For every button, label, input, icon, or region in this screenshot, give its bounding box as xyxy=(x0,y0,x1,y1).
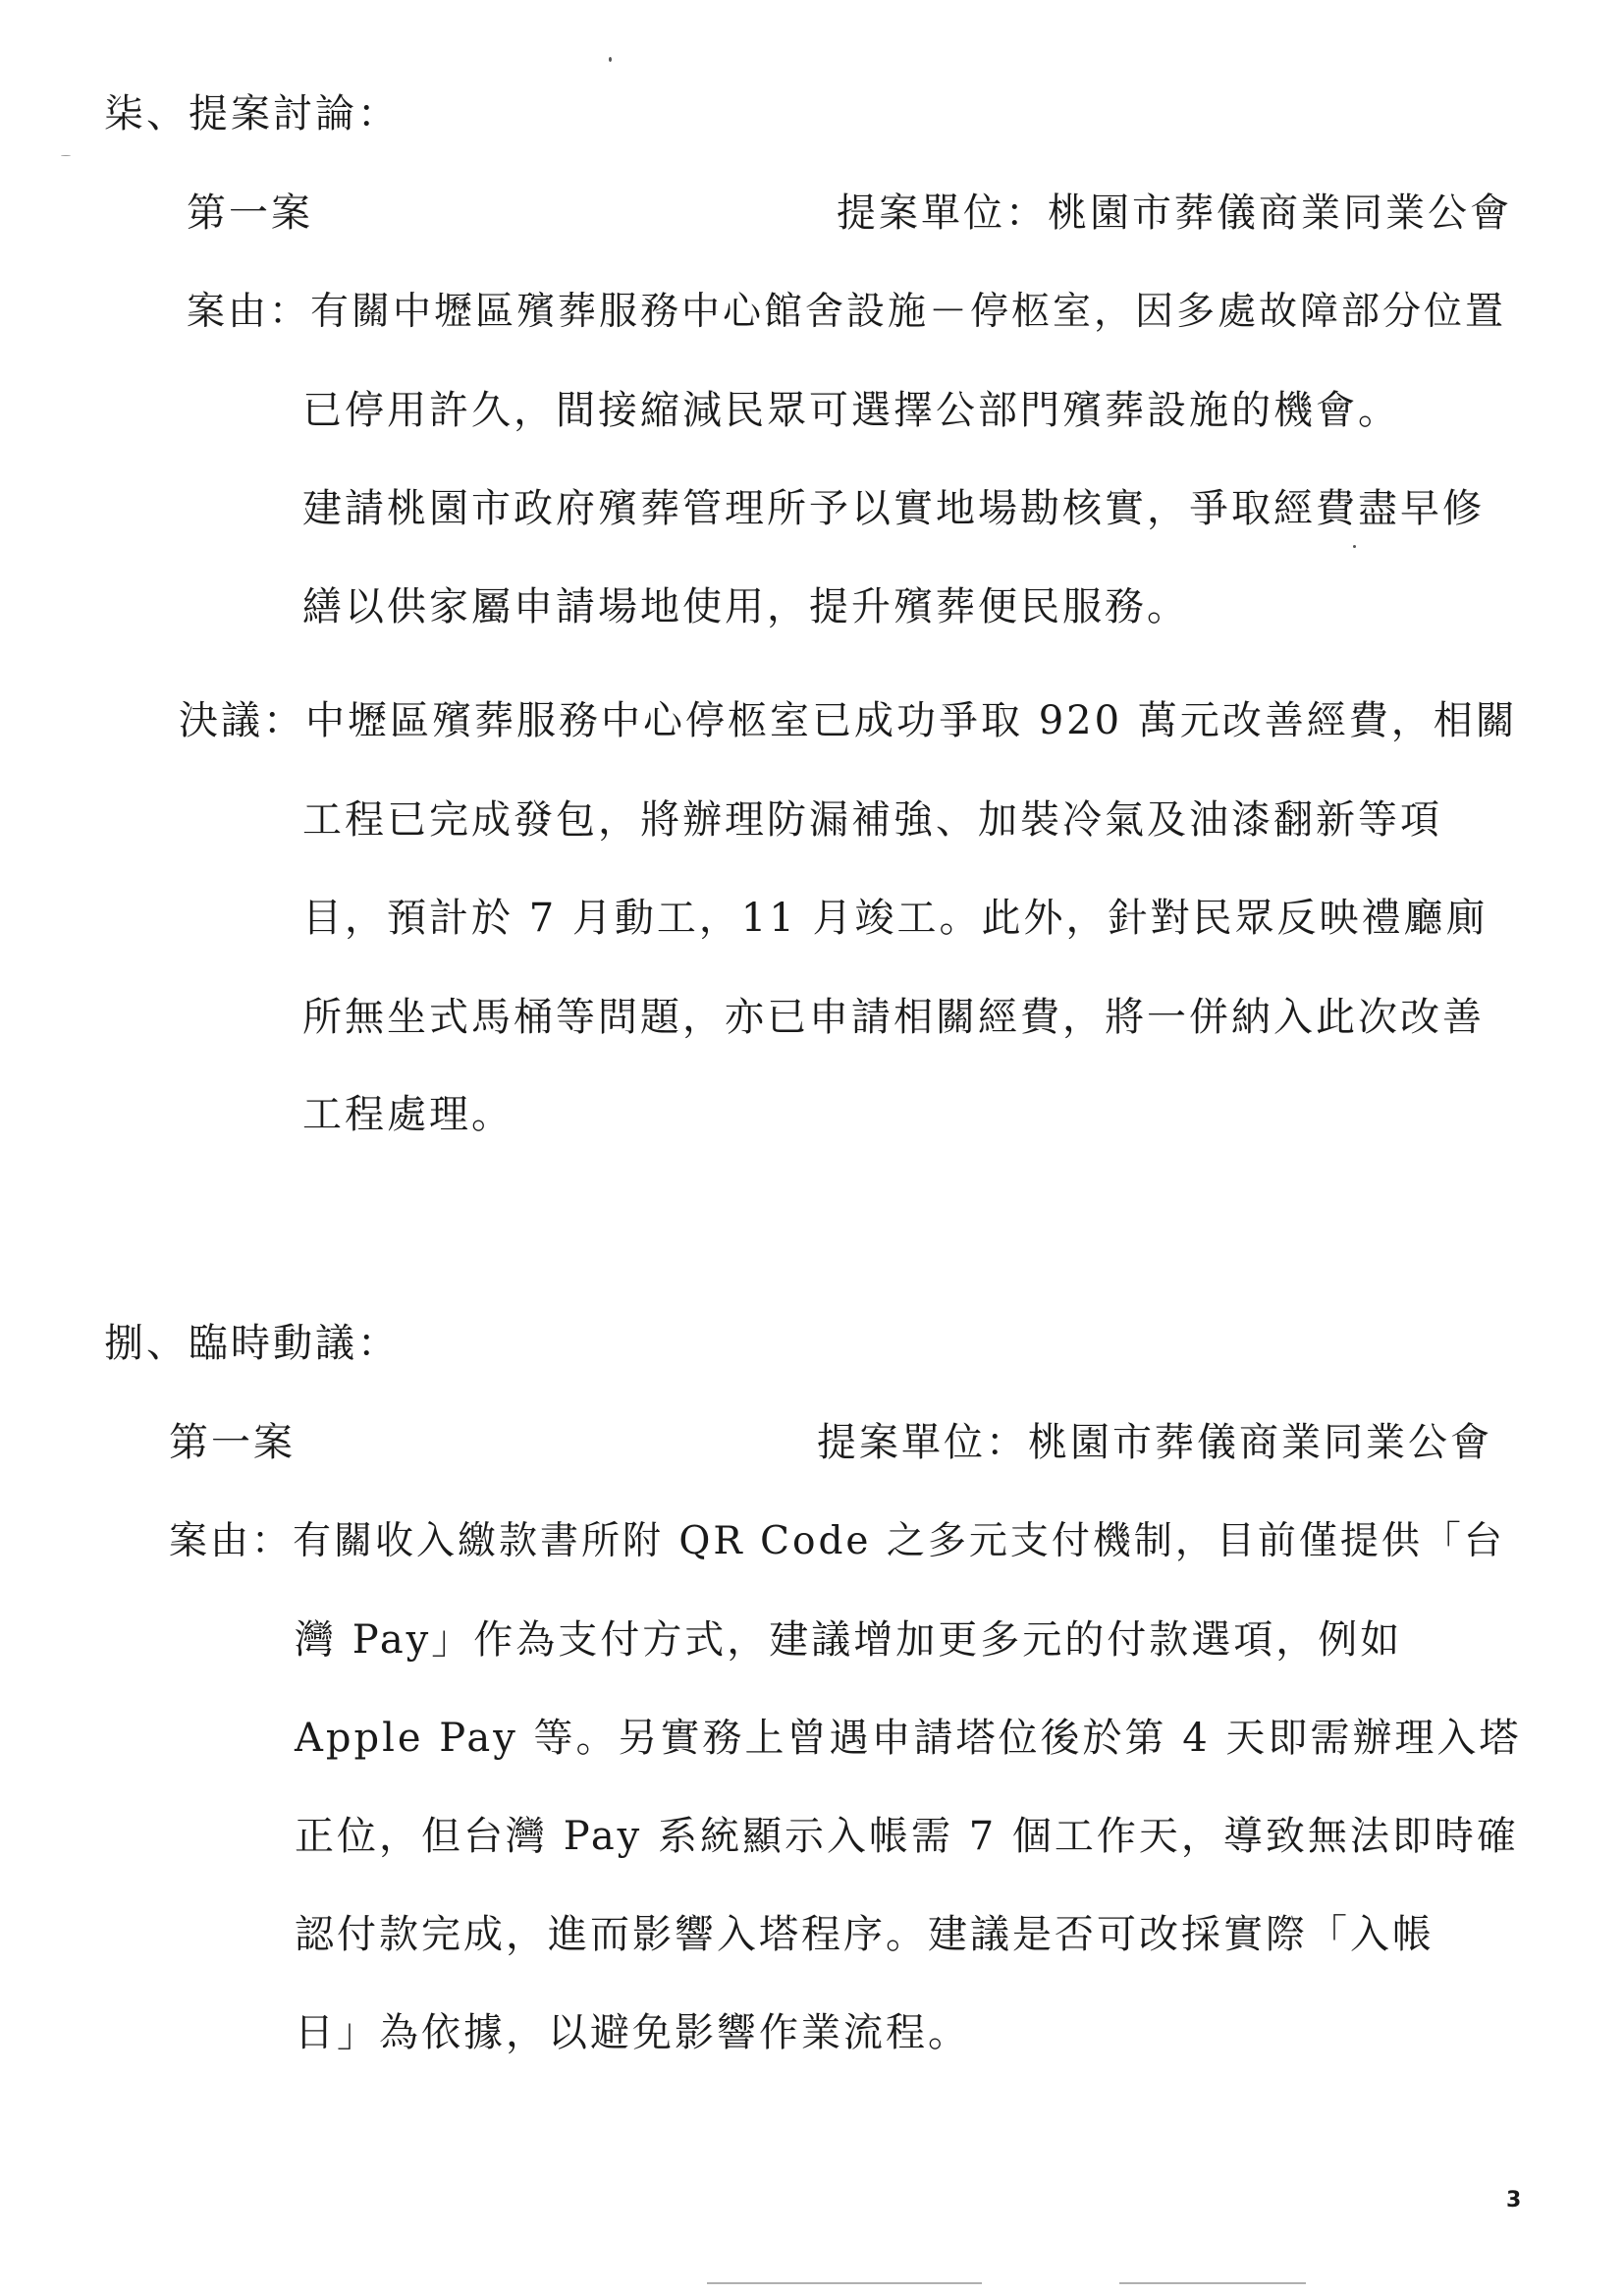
case-resolution-line: 所無坐式馬桶等問題，亦已申請相關經費，將一併納入此次改善 xyxy=(302,995,1485,1040)
case-resolution-line: 目，預計於 7 月動工，11 月竣工。此外，針對民眾反映禮廳廁 xyxy=(302,896,1489,941)
case-reason-line: 灣 Pay」作為支付方式，建議增加更多元的付款選項，例如 xyxy=(295,1617,1403,1663)
case-resolution-line: 工程處理。 xyxy=(302,1092,514,1137)
scan-speck xyxy=(609,57,612,62)
page-number: 3 xyxy=(1506,2188,1522,2213)
case-number: 第一案 xyxy=(169,1420,296,1465)
case-reason-line: 建請桃園市政府殯葬管理所予以實地場勘核實，爭取經費盡早修 xyxy=(302,486,1485,531)
scan-edge-line xyxy=(707,2282,982,2284)
case-reason-line: 已停用許久，間接縮減民眾可選擇公部門殯葬設施的機會。 xyxy=(302,388,1400,433)
scan-speck xyxy=(1353,545,1356,548)
section-heading-proposals: 柒、提案討論： xyxy=(104,91,400,137)
case-reason-line: 正位，但台灣 Pay 系統顯示入帳需 7 個工作天，導致無法即時確 xyxy=(295,1814,1519,1859)
case-resolution-line: 工程已完成發包，將辦理防漏補強、加裝冷氣及油漆翻新等項 xyxy=(302,797,1442,843)
case-reason-line: 日」為依據，以避免影響作業流程。 xyxy=(295,2010,970,2055)
case-resolution-line: 決議：中壢區殯葬服務中心停柩室已成功爭取 920 萬元改善經費，相關 xyxy=(179,698,1518,743)
scan-edge-line xyxy=(1119,2282,1306,2284)
case-number: 第一案 xyxy=(187,191,313,236)
case-reason-line: 繕以供家屬申請場地使用，提升殯葬便民服務。 xyxy=(302,584,1189,629)
case-reason-line: 案由：有關收入繳款書所附 QR Code 之多元支付機制，目前僅提供「台 xyxy=(169,1519,1505,1563)
scan-speck xyxy=(61,155,71,156)
section-heading-adhoc-motions: 捌、臨時動議： xyxy=(104,1321,400,1366)
case-proposer: 提案單位：桃園市葬儀商業同業公會 xyxy=(837,191,1512,236)
case-proposer: 提案單位：桃園市葬儀商業同業公會 xyxy=(817,1420,1492,1465)
case-reason-line: Apple Pay 等。另實務上曾遇申請塔位後於第 4 天即需辦理入塔 xyxy=(295,1716,1522,1761)
case-reason-line: 案由：有關中壢區殯葬服務中心館舍設施－停柩室，因多處故障部分位置 xyxy=(187,290,1507,334)
case-reason-line: 認付款完成，進而影響入塔程序。建議是否可改採實際「入帳 xyxy=(295,1912,1435,1957)
